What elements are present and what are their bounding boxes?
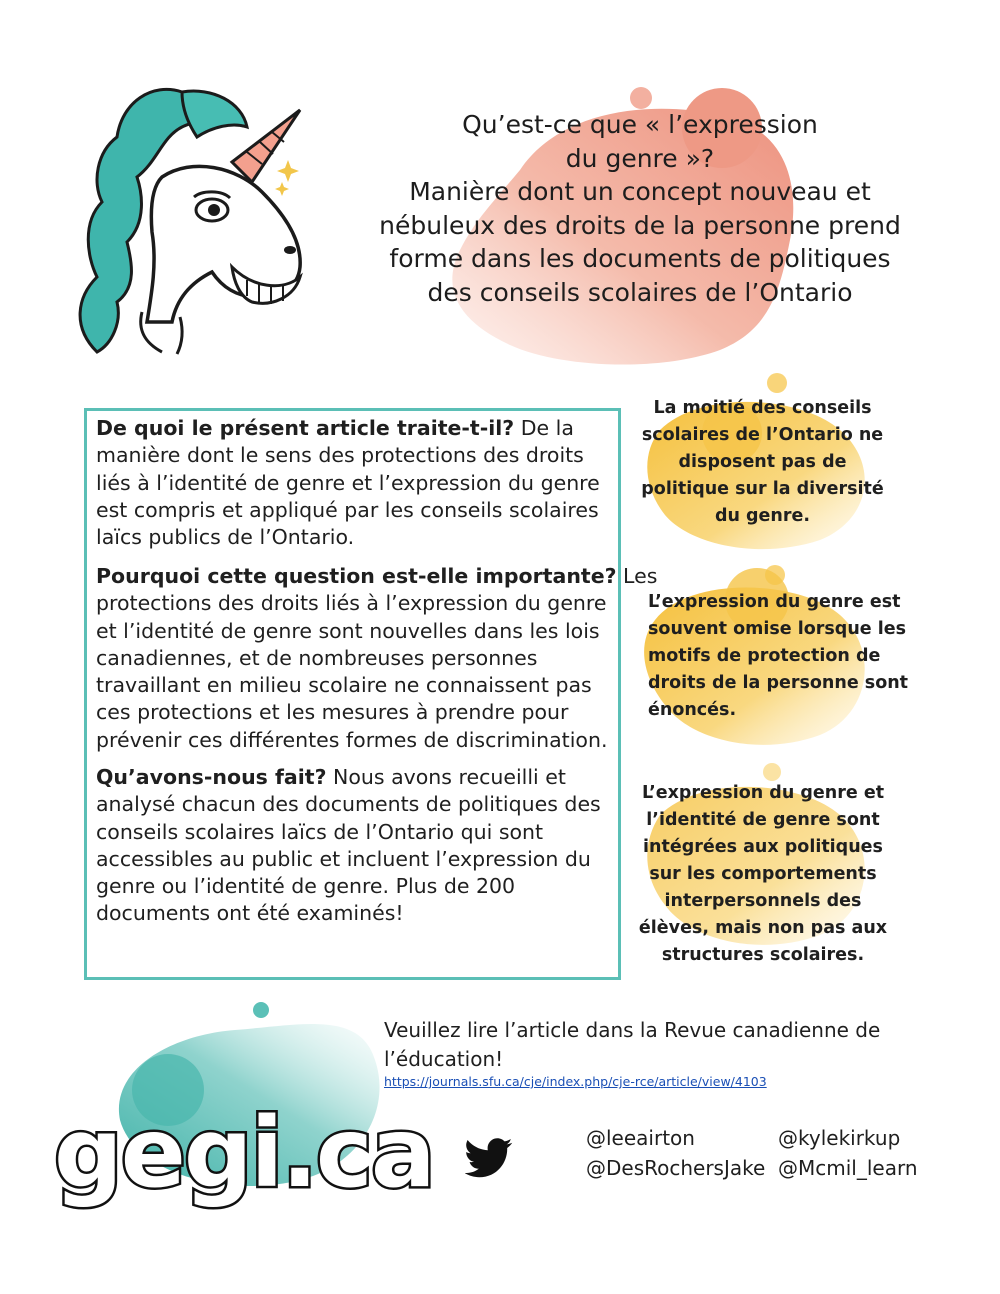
title-line: forme dans les documents de politiques bbox=[389, 244, 891, 273]
section-what: De quoi le présent article traite-t-il? De la manière dont le sens des protections des droits liés à l’identité de genre et l’expression du genre est compris et appliqué par les conseils scolaires laïcs publics de l’Ontario. bbox=[96, 416, 600, 550]
unicorn-illustration bbox=[62, 82, 312, 362]
title-line: Manière dont un concept nouveau et bbox=[409, 177, 871, 206]
section-heading: Pourquoi cette question est-elle importante? bbox=[96, 564, 617, 588]
handle-desrochersjake[interactable]: @DesRochersJake bbox=[586, 1156, 766, 1180]
article-link[interactable]: https://journals.sfu.ca/cje/index.php/cje-rce/article/view/4103 bbox=[384, 1074, 767, 1089]
section-done: Qu’avons-nous fait? Nous avons recueilli et analysé chacun des documents de politiques des conseils scolaires laïcs de l’Ontario qui sont accessibles au public et incluent l’expression du genre ou l’identité de genre. Plus de 200 documents ont été examinés! bbox=[96, 765, 601, 926]
title-line: Qu’est-ce que « l’expression bbox=[462, 110, 818, 139]
fact-2: L’expression du genre est souvent omise lorsque les motifs de protection de droits de la personne sont énoncés. bbox=[648, 592, 909, 720]
fact-3: L’expression du genre et l’identité de genre sont intégrées aux politiques sur les comportements interpersonnels des élèves, mais non pas aux structures scolaires. bbox=[638, 783, 888, 965]
title-line: du genre »? bbox=[565, 143, 715, 173]
logo-text: gegi.ca bbox=[54, 1100, 434, 1209]
page-title bbox=[340, 108, 940, 309]
title-line: des conseils scolaires de l’Ontario bbox=[427, 277, 853, 307]
title-line: nébuleux des droits de la personne prend bbox=[379, 210, 901, 240]
section-heading: De quoi le présent article traite-t-il? bbox=[96, 416, 515, 440]
gegi-logo bbox=[48, 1100, 438, 1210]
fact-1: La moitié des conseils scolaires de l’Ontario ne disposent pas de politique sur la diversité du genre. bbox=[641, 398, 884, 526]
handle-leeairton[interactable]: @leeairton bbox=[586, 1126, 695, 1150]
section-heading: Qu’avons-nous fait? bbox=[96, 765, 327, 789]
twitter-bird-icon[interactable] bbox=[465, 1138, 513, 1178]
section-why: Pourquoi cette question est-elle importante? Les protections des droits liés à l’expression du genre et l’identité de genre sont nouvelles dans les lois canadiennes, et de nombreuses personnes travaillant en milieu scolaire ne connaissent pas ces protections et les mesures à prendre pour prévenir ces différentes formes de discrimination. bbox=[96, 564, 658, 752]
read-article-text: Veuillez lire l’article dans la Revue canadienne de l’éducation! bbox=[384, 1018, 881, 1071]
handle-kylekirkup[interactable]: @kylekirkup bbox=[778, 1126, 901, 1150]
handle-mcmil-learn[interactable]: @Mcmil_learn bbox=[778, 1156, 918, 1180]
